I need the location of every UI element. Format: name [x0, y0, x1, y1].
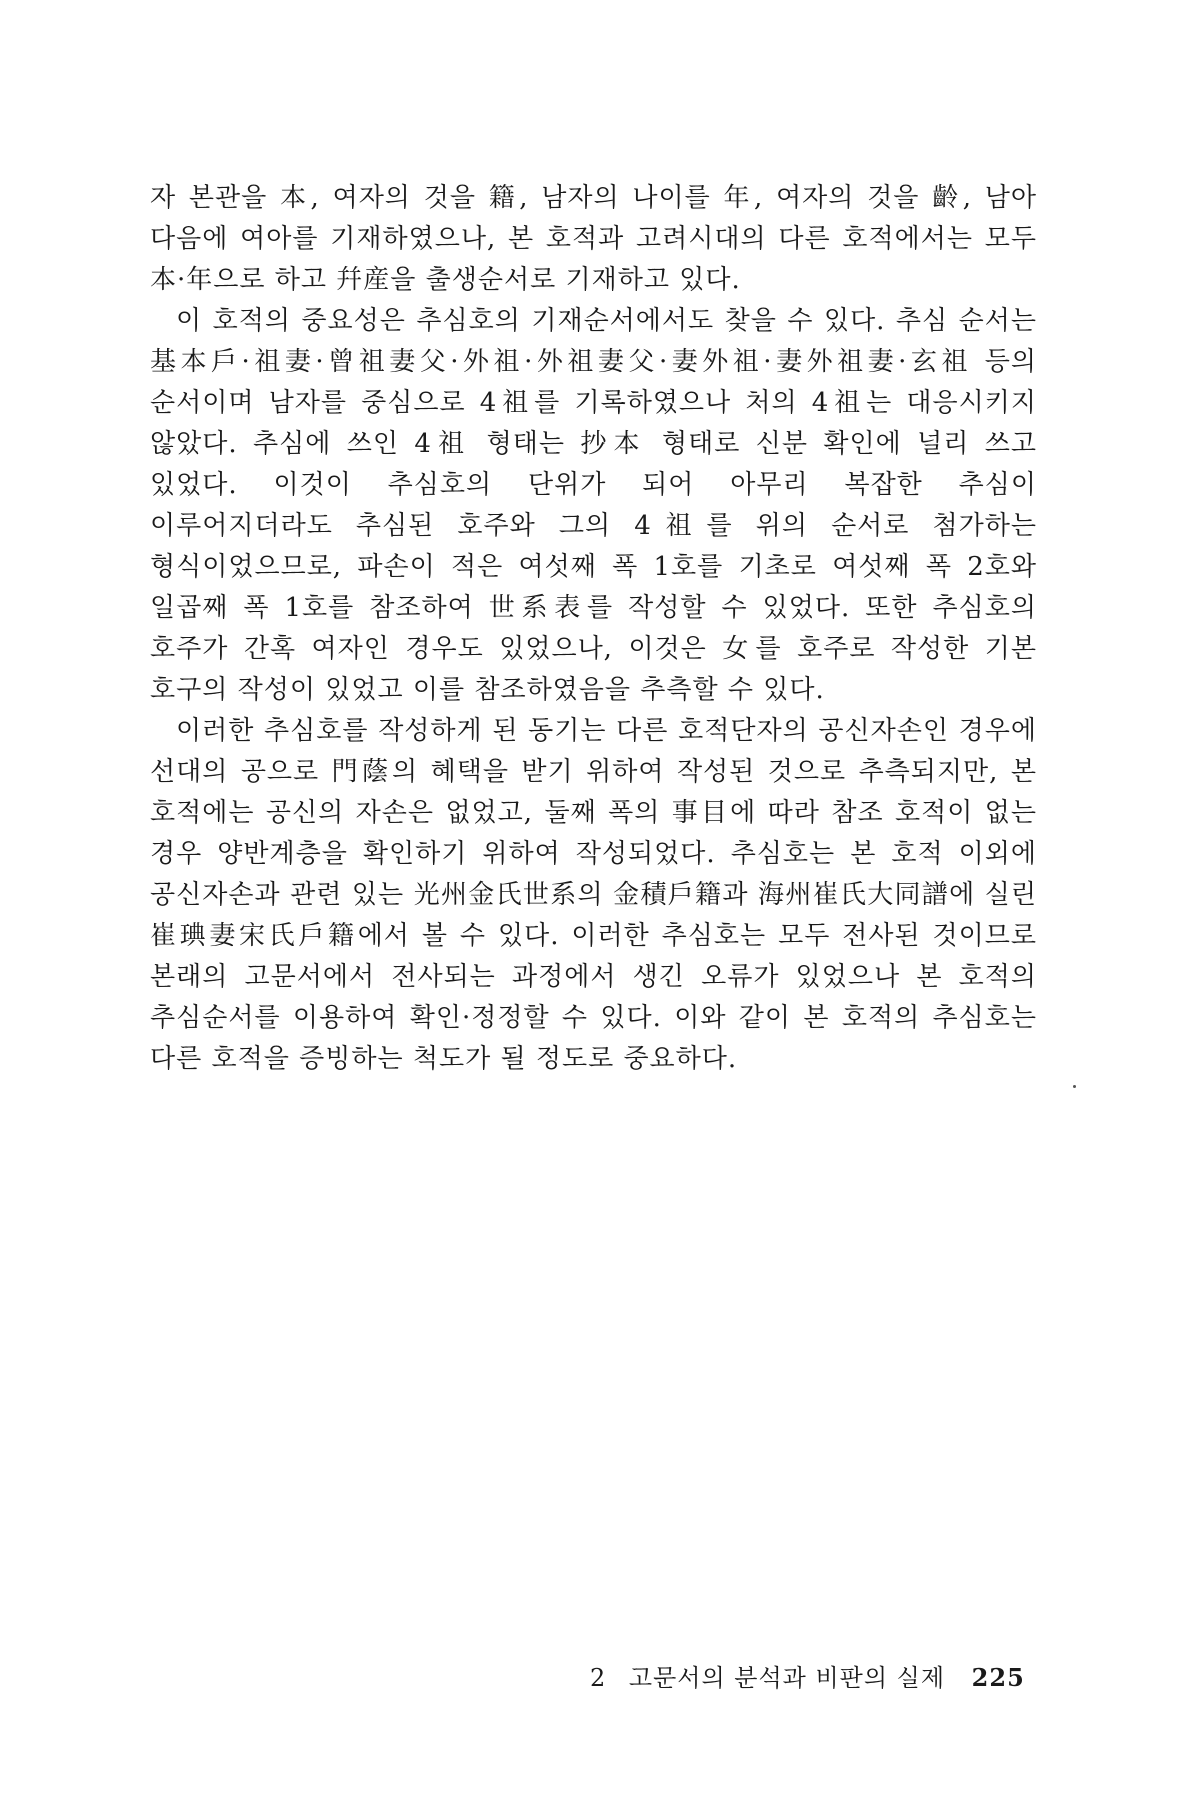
body-text [150, 178, 1037, 1080]
footer-chapter-number: 2 [590, 1664, 607, 1692]
paragraph-continued: 자 본관을 本, 여자의 것을 籍, 남자의 나이를 年, 여자의 것을 齡, 남아 다음에 여아를 기재하였으나, 본 호적과 고려시대의 다른 호적에서는 모두 本·年으로 하고 幷産을 출생순서로 기재하고 있다. [150, 183, 1037, 295]
scan-speck [1073, 1085, 1076, 1088]
running-footer [590, 1658, 1025, 1693]
page-number: 225 [971, 1663, 1025, 1692]
footer-chapter-title: 고문서의 분석과 비판의 실제 [628, 1664, 946, 1692]
paragraph-importance: 이 호적의 중요성은 추심호의 기재순서에서도 찾을 수 있다. 추심 순서는 基本戶·祖妻·曾祖妻父·外祖·外祖妻父·妻外祖·妻外祖妻·玄祖 등의 순서이며 남자를 중심으로 4祖를 기록하였으나 처의 4祖는 대응시키지 않았다. 추심에 쓰인 4祖 형태는 抄本 형태로 신분 확인에 널리 쓰고 있었다. 이것이 추심호의 단위가 되어 아무리 복잡한 추심이 이루어지더라도 추심된 호주와 그의 4祖를 위의 순서로 첨가하는 형식이었으므로, 파손이 적은 여섯째 폭 1호를 기초로 여섯째 폭 2호와 일곱째 폭 1호를 참조하여 世系表를 작성할 수 있었다. 또한 추심호의 호주가 간혹 여자인 경우도 있었으나, 이것은 女를 호주로 작성한 기본 호구의 작성이 있었고 이를 참조하였음을 추측할 수 있다. [150, 306, 1037, 705]
paragraph-motivation: 이러한 추심호를 작성하게 된 동기는 다른 호적단자의 공신자손인 경우에 선대의 공으로 門蔭의 혜택을 받기 위하여 작성된 것으로 추측되지만, 본 호적에는 공신의 자손은 없었고, 둘째 폭의 事目에 따라 참조 호적이 없는 경우 양반계층을 확인하기 위하여 작성되었다. 추심호는 본 호적 이외에 공신자손과 관련 있는 光州金氏世系의 金積戶籍과 海州崔氏大同譜에 실린 崔琠妻宋氏戶籍에서 볼 수 있다. 이러한 추심호는 모두 전사된 것이므로 본래의 고문서에서 전사되는 과정에서 생긴 오류가 있었으나 본 호적의 추심순서를 이용하여 확인·정정할 수 있다. 이와 같이 본 호적의 추심호는 다른 호적을 증빙하는 척도가 될 정도로 중요하다. [150, 716, 1037, 1074]
